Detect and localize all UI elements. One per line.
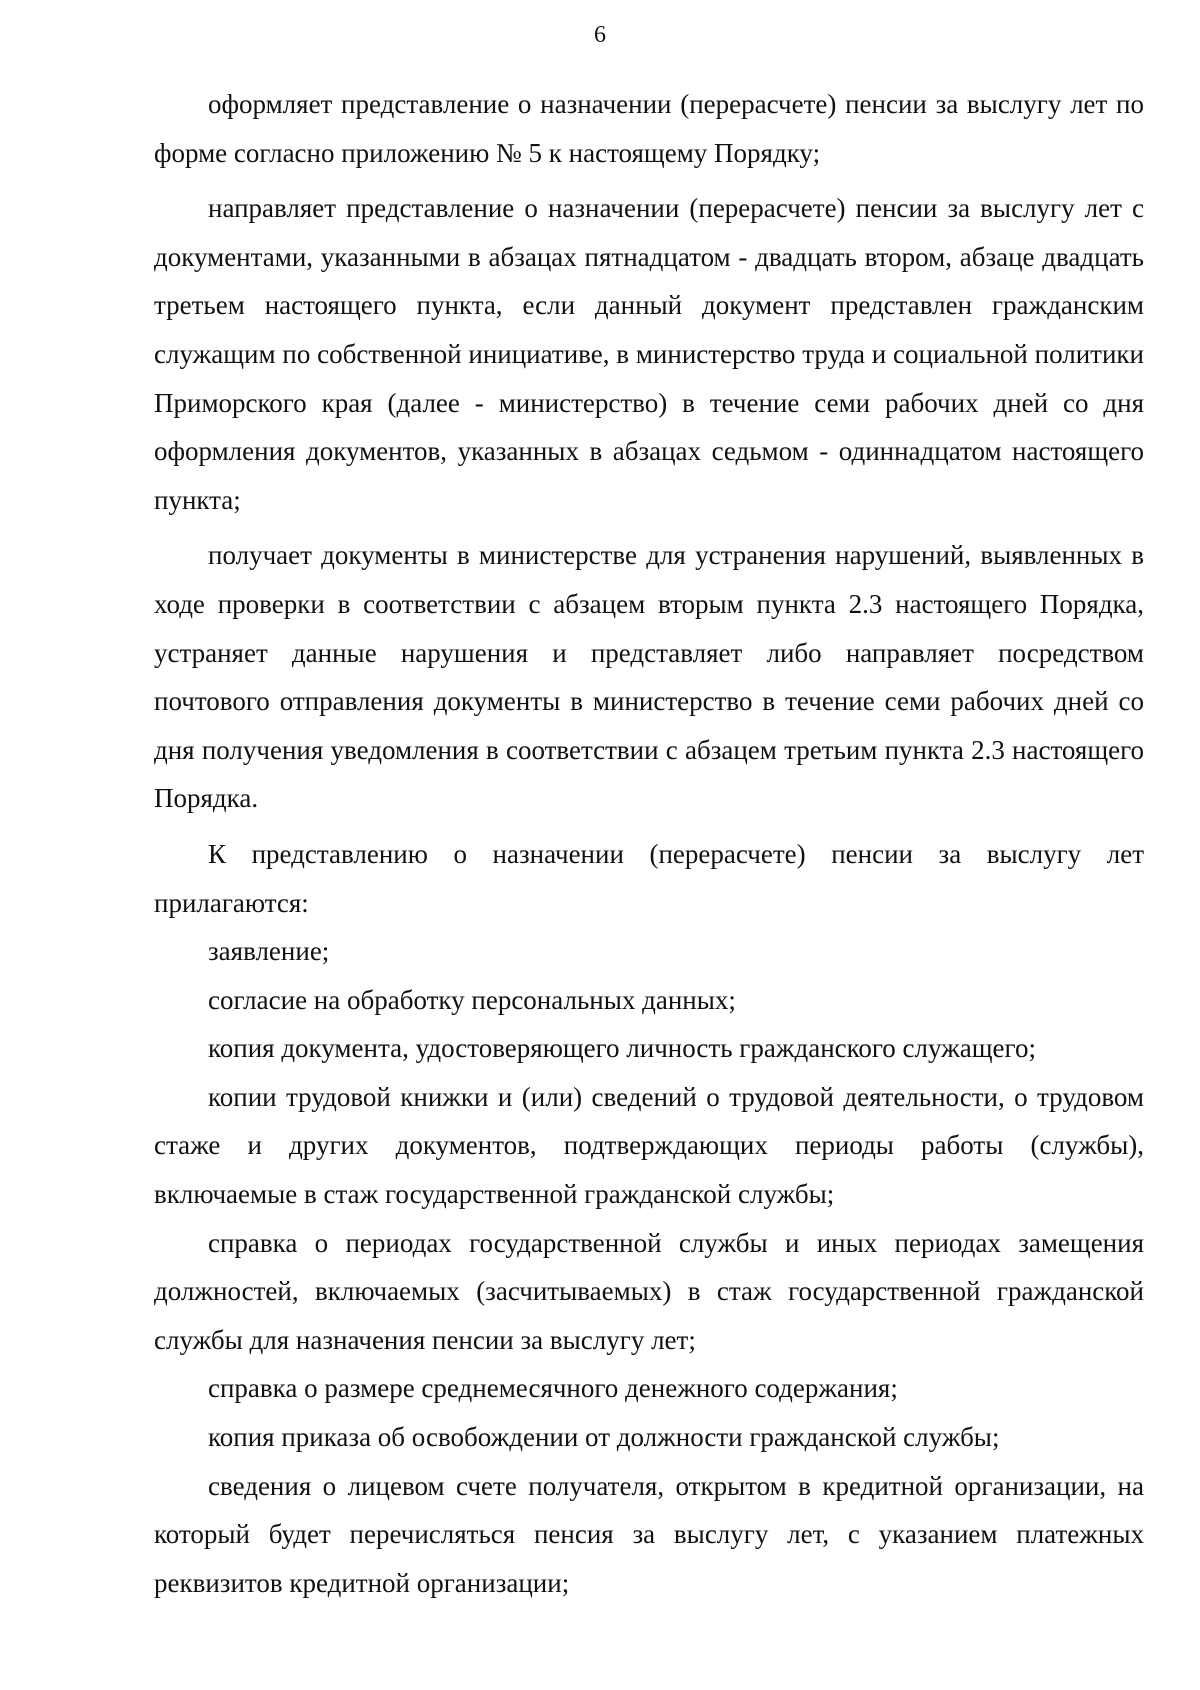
list-item-service-periods-certificate: справка о периодах государственной службы и иных периодах замещения должностей, включаемых (засчитываемых) в стаж государственной гражданской службы для назначения пенсии за выслугу лет; <box>154 1227 1144 1355</box>
list-item-application: заявление; <box>208 936 330 967</box>
page-number: 6 <box>594 22 606 48</box>
document-body <box>154 80 1144 1607</box>
paragraph-prepare-submission: оформляет представление о назначении (перерасчете) пенсии за выслугу лет по форме согласно приложению № 5 к настоящему Порядку; <box>154 89 1144 168</box>
paragraph-attachments-intro: К представлению о назначении (перерасчете) пенсии за выслугу лет прилагаются: <box>154 838 1144 918</box>
paragraph-send-submission: направляет представление о назначении (перерасчете) пенсии за выслугу лет с документами, указанными в абзацах пятнадцатом - двадцать втором, абзаце двадцать третьем настоящего пункта, если данный документ представлен гражданским служащим по собственной инициативе, в министерство труда и социальной политики Приморского края (далее - министерство) в течение семи рабочих дней со дня оформления документов, указанных в абзацах седьмом - одиннадцатом настоящего пункта; <box>154 193 1144 515</box>
list-item-bank-account-details: сведения о лицевом счете получателя, открытом в кредитной организации, на который будет перечисляться пенсия за выслугу лет, с указанием платежных реквизитов кредитной организации; <box>154 1470 1144 1598</box>
list-item-identity-copy: копия документа, удостоверяющего личность гражданского служащего; <box>208 1033 1036 1064</box>
list-item-salary-certificate: справка о размере среднемесячного денежного содержания; <box>208 1373 898 1404</box>
list-item-consent: согласие на обработку персональных данных; <box>208 984 736 1015</box>
list-item-dismissal-order-copy: копия приказа об освобождении от должности гражданской службы; <box>208 1422 1000 1453</box>
paragraph-receive-documents: получает документы в министерстве для устранения нарушений, выявленных в ходе проверки в соответствии с абзацем вторым пункта 2.3 настоящего Порядка, устраняет данные нарушения и представляет либо направляет посредством почтового отправления документы в министерство в течение семи рабочих дней со дня получения уведомления в соответствии с абзацем третьим пункта 2.3 настоящего Порядка. <box>154 540 1144 814</box>
list-item-work-record-copies: копии трудовой книжки и (или) сведений о трудовой деятельности, о трудовом стаже и других документов, подтверждающих периоды работы (службы), включаемые в стаж государственной гражданской службы; <box>154 1081 1144 1210</box>
